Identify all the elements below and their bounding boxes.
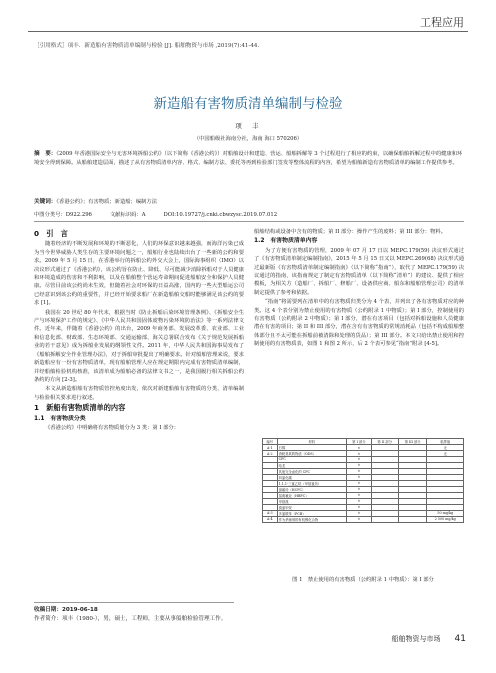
footnote-rule bbox=[34, 602, 234, 603]
table-cell: × bbox=[346, 462, 371, 468]
paragraph: 为了方便有害物质的管理，2009 年 07 月 17 日以 MEPC.179(59) 决议形式通过了《有害物质清单制定编制指南》，2015 年 5 月 15 日又以 MEPC.269(68) 决议形式通过最新版《有害物质清单制定编制指南》（以下简称“指南”），取代了 MEPC.179(59) 决议通过的指南，该指南规定了制定有害物质清单（以下简称“清单”）的建议、提供了相应模板，为相关方（造船厂、拆船厂、修船厂、设备供应商、船东和船舶管理公司）的清单制定提供了参考和依据。 bbox=[254, 247, 464, 296]
clc-number: 中图分类号：D922.296 bbox=[34, 212, 92, 218]
table-cell: A-2 bbox=[263, 451, 278, 457]
abstract-label: 摘 要： bbox=[34, 151, 57, 157]
classification-line bbox=[34, 210, 464, 218]
citation: ［引用格式］项丰．新造船有害物质清单编制与检验 [J]. 船舶物资与市场 ,2019(7):41-44. bbox=[34, 43, 260, 49]
table-cell: 无 bbox=[427, 445, 464, 451]
table-cell: × bbox=[346, 451, 371, 457]
table-header-cell: 编号 bbox=[263, 439, 278, 445]
figure-caption: 图 1 禁止使用的有害物质（公约附录 1 中物质）：第 I 部分 bbox=[292, 577, 434, 583]
divider bbox=[34, 221, 464, 222]
table-cell: 多氯联苯（PCB） bbox=[277, 510, 346, 516]
paragraph: 随着经济的不断发展和环境的不断恶化，人们的环保意识越来越强，而海洋污染已成为当今世界威胁人类生存的主要环境问题之一，船舶行业也陆续出台了一些新的公约和要求。2009 年 5 月 15 日，在香港举行的拆船公约外交大会上，国际海事组织（IMO）以决议形式通过了《香港公约》，该公约旨在防止、降低、尽可能减少消除拆船对于人员健康和环境造成的伤害和不利影响，以及在船舶整个营运寿命期间促进船舶安全和保护人员健康。尽管目前该公约尚未生效，但随着社会对环保的日益高涨，国内的一些大型船运公司已经意识到该公约的重要性，并已经开始要求船厂在新造船舶交船时能够满足该公约的要求 [1]。 bbox=[34, 241, 244, 307]
table-cell: A-4 bbox=[263, 516, 278, 522]
table-cell: × bbox=[346, 457, 371, 463]
table-cell: × bbox=[346, 486, 371, 492]
heading-intro: 0 引 言 bbox=[34, 229, 68, 238]
author: 项 丰 bbox=[235, 122, 261, 130]
table-cell: 作为杀菌剂的有机锡化合物 bbox=[277, 516, 346, 522]
affiliation: （中国船级社海南分社，海南 海口 570206） bbox=[193, 136, 303, 142]
table-cell bbox=[398, 516, 427, 522]
hazardous-materials-table bbox=[262, 438, 464, 523]
doc-code: 文献标识码：A bbox=[109, 212, 146, 218]
keywords-text: 《香港公约》；有害物质；新造船；编制方法 bbox=[56, 199, 158, 205]
paragraph: 船舶结构或设备中含有的物质；第 II 部分：操作产生的废料；第 III 部分：物料。 bbox=[254, 229, 446, 235]
table-cell: 其他完全卤化的 CFC bbox=[277, 468, 346, 474]
received-date: 收稿日期：2019-06-18 bbox=[34, 607, 98, 613]
footnote bbox=[34, 606, 464, 624]
left-column bbox=[34, 228, 244, 433]
table-cell: A-1 bbox=[263, 445, 278, 451]
abstract-text: 《2009 年香港国际安全与无害环境拆船公约》（以下简称《香港公约》）对船舶设计和建造、营运、船舶拆解等 3 个过程进行了相应的约束，以确保船舶拆解过程中的健康和环境安全得到保障。从船舶建造层面，描述了从有害物质清单内容、格式、编制方法、委托等再到检验部门签发等整体流程的内容，希望为船舶新造有害物质清单的编制工作提供参考。 bbox=[34, 151, 463, 166]
table-header-cell: 第 I 部分 bbox=[346, 439, 371, 445]
paragraph: 《香港公约》中明确将有害物质划分为 3 类：第 I 部分： bbox=[45, 424, 180, 431]
author-info: 作者简介：项丰（1980-），男，硕士，工程师，主要从事船舶检验管理工作。 bbox=[34, 616, 227, 622]
table-cell: × bbox=[346, 468, 371, 474]
section-label: 工程应用 bbox=[420, 16, 464, 29]
table-cell bbox=[371, 516, 398, 522]
table-header-cell: 第 II 部分 bbox=[371, 439, 398, 445]
table-cell: × bbox=[346, 516, 371, 522]
table-cell: 溴氯甲烷 bbox=[277, 504, 346, 510]
journal-name: 船舶物资与市场 bbox=[391, 635, 441, 643]
table-cell: 氢溴氟烃（HBFC） bbox=[277, 492, 346, 498]
table-cell: CFC bbox=[277, 457, 346, 463]
paragraph: 本文从新造船舶有害物质管控角度出发，依次对新建船舶有害物质的分类、清单编制与检验相关要求进行叙述。 bbox=[34, 386, 244, 401]
heading-section-1: 1 新船有害物质清单的内容 bbox=[34, 403, 126, 413]
page-number: 41 bbox=[454, 634, 466, 644]
abstract bbox=[34, 150, 464, 168]
table-cell: × bbox=[346, 510, 371, 516]
keywords-label: 关键词： bbox=[34, 199, 57, 205]
paragraph: “指南”将需要列在清单中的有害物质归类分为 4 个表，并列出了各有害物质对应的种类。这 4 个表分别为禁止使用的有害物质（公约附录 1 中物质）；第 I 部分，控制使用的有害物质（公约附录 2 中物质）；第 I 部分，潜在有害项目（包括对拆船设施和人员健康潜在有害的项目；第 II 和 III 部分，潜在含有有害物质的常规消耗品（包括不构成船舶整体部分且不太可能在拆船前被清除和处理的货品）；第 III 部分。本文只给出禁止使用和控制使用的有害物质表，如图 1 和图 2 所示，后 2 个表可参见“指南”附录 [4-5]。 bbox=[254, 299, 464, 348]
table-cell: 四氯化碳 bbox=[277, 474, 346, 480]
table-cell: 甲基溴 bbox=[277, 498, 346, 504]
table-header-cell: 第 III 部分 bbox=[398, 439, 427, 445]
keywords bbox=[34, 197, 464, 205]
table-header-cell: 材料 bbox=[277, 439, 346, 445]
doi: DOI:10.19727/j.cnki.cbwzysc.2019.07.012 bbox=[163, 212, 278, 218]
page-header bbox=[28, 14, 468, 32]
heading-1-2: 1.2 有害物质清单内容 bbox=[254, 238, 318, 245]
table-cell: × bbox=[346, 480, 371, 486]
table-cell: 50 mg/kg bbox=[427, 510, 464, 516]
table-cell: 1,1,1-三氯乙烷（甲基氯仿） bbox=[277, 480, 346, 486]
table-cell: A-3 bbox=[263, 510, 278, 516]
table-cell: 石棉 bbox=[277, 445, 346, 451]
table-cell: 消耗臭氧的物质（ODS） bbox=[277, 451, 346, 457]
paragraph: 我国在 20 世纪 80 年代末，根据当时《防止拆船后染环境管理条例》、《拆船安全生产与环境保护工作的规定》、《中华人民共和国固体废物污染环境防治法》等一系列法律文件。近年来，伴随着《香港公约》的出台，2009 年商务部、发展改革委、农业部、工业和信息化部、财政部、生态环境部、交通运输部、海关总署联合发布《关于规范发展拆船业的若干意见》成为拆船业发展的纲领性文件。2011 年，中华人民共和国海事局发布了《船舶拆解安全作业管理办法》，对于拆船审批提出了明确要求。针对船舶管理来说，要求新造船应有一份有害物质清单，现有船舶管理人应在规定期限内完成有害物质清单编制，并经船舶检验机构核准，该清单成为船舶必备的法律文书之一，是我国履行相关拆船公约条约的方向 [2-3]。 bbox=[34, 309, 244, 383]
table-cell: 无 bbox=[427, 451, 464, 457]
page-footer bbox=[392, 634, 466, 644]
right-column bbox=[254, 228, 464, 350]
table-cell: × bbox=[346, 498, 371, 504]
table-header-cell: 临界值 bbox=[427, 439, 464, 445]
heading-1-1: 1.1 有害物质分类 bbox=[34, 415, 86, 422]
table-cell: 2 500 mg/kg bbox=[427, 516, 464, 522]
table-row bbox=[263, 516, 464, 522]
table-cell: × bbox=[346, 474, 371, 480]
table-cell: × bbox=[346, 492, 371, 498]
paper-title: 新造船有害物质清单编制与检验 bbox=[153, 96, 343, 112]
table-cell: 哈龙 bbox=[277, 462, 346, 468]
table-cell: × bbox=[346, 504, 371, 510]
table-cell: × bbox=[346, 445, 371, 451]
table-cell: 氯氟烃（HCFC） bbox=[277, 486, 346, 492]
